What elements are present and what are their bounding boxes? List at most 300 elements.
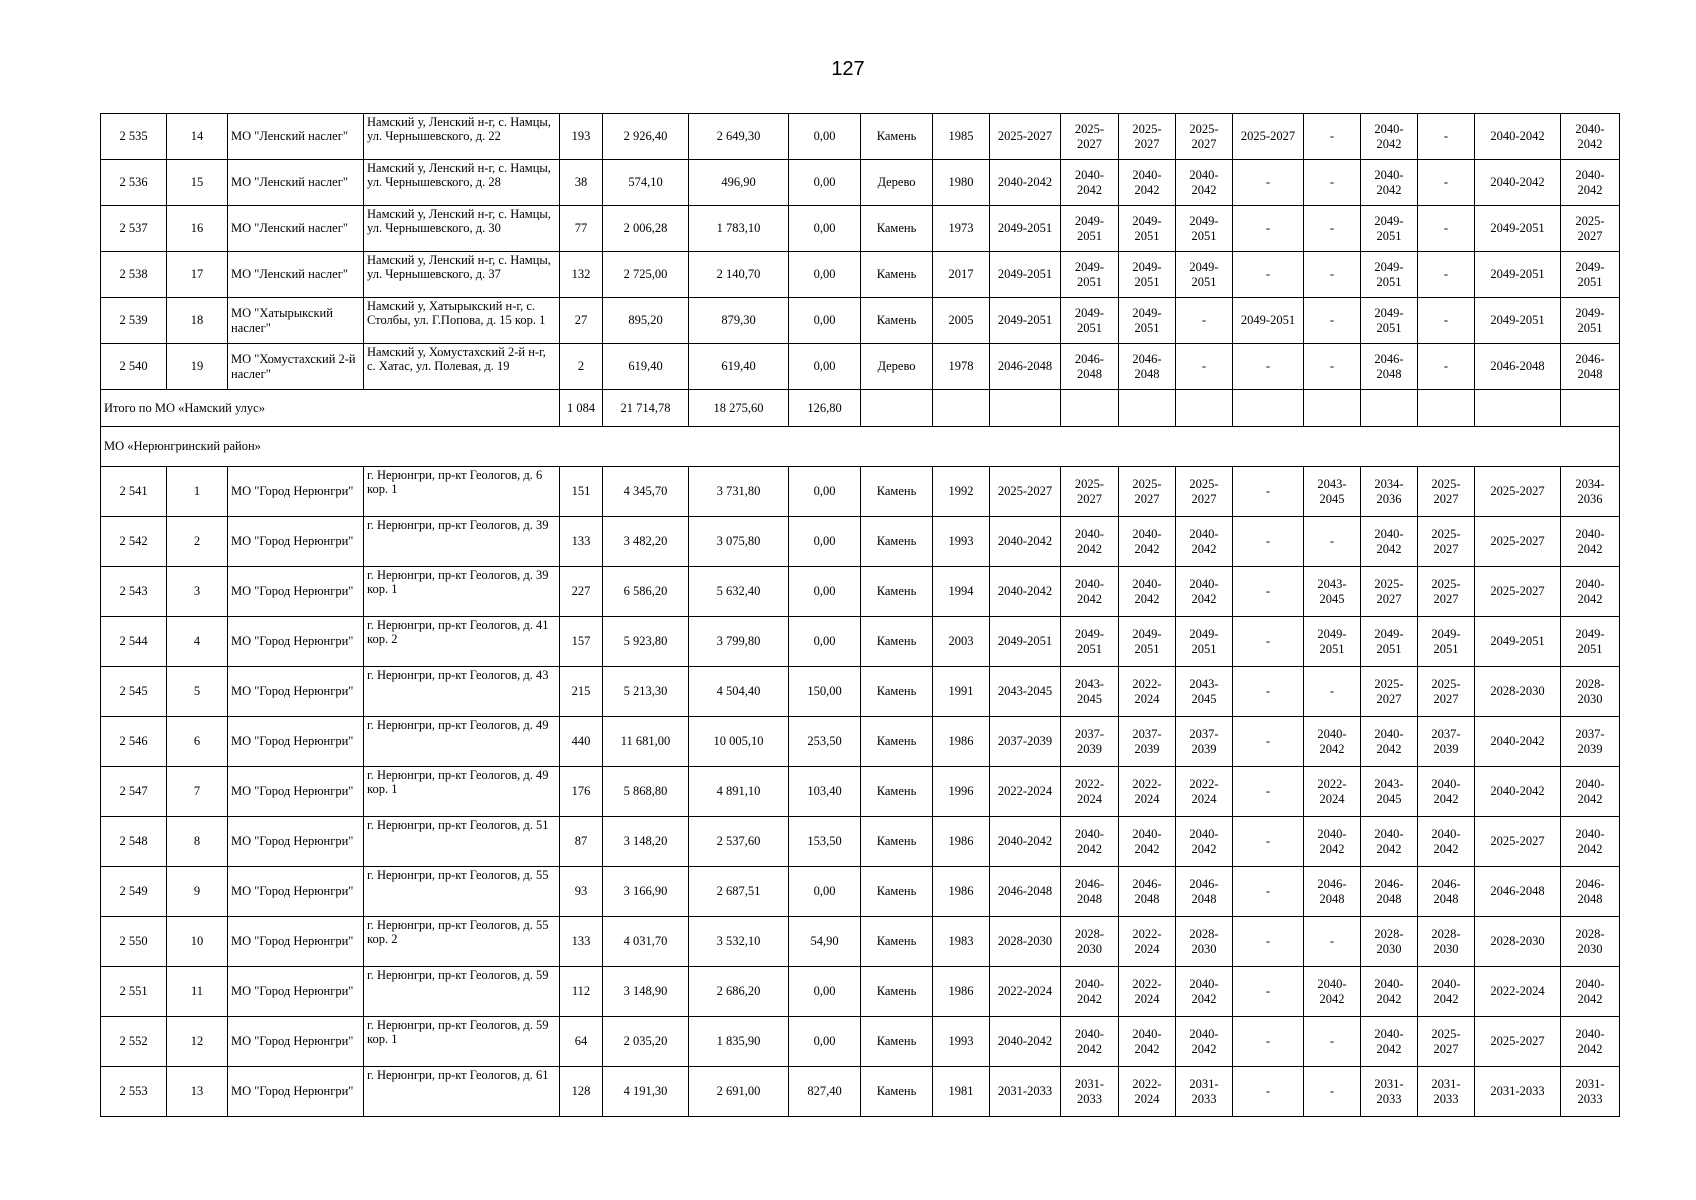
repair-period-8: - — [1418, 160, 1475, 206]
municipality: МО "Ленский наслег" — [228, 252, 364, 298]
row-index: 15 — [167, 160, 228, 206]
living-area: 4 891,10 — [689, 767, 789, 817]
repair-period-7: 2025-2027 — [1361, 567, 1418, 617]
wall-material: Дерево — [861, 344, 933, 390]
repair-period-3: 2049-2051 — [1119, 252, 1176, 298]
repair-period-9: 2046-2048 — [1475, 867, 1561, 917]
row-index: 1 — [167, 467, 228, 517]
registry-number: 2 541 — [101, 467, 167, 517]
repair-period-9: 2040-2042 — [1475, 114, 1561, 160]
repair-period-5: - — [1233, 817, 1304, 867]
repair-period-7: 2025-2027 — [1361, 667, 1418, 717]
build-year: 1981 — [933, 1067, 990, 1117]
repair-period-1: 2046-2048 — [990, 344, 1061, 390]
repair-period-3: 2022-2024 — [1119, 667, 1176, 717]
repair-period-10: 2031-2033 — [1561, 1067, 1620, 1117]
repair-period-10: 2046-2048 — [1561, 344, 1620, 390]
municipality: МО "Город Нерюнгри" — [228, 1017, 364, 1067]
table-row — [101, 1067, 1620, 1117]
repair-period-2: 2046-2048 — [1061, 867, 1119, 917]
repair-period-3: 2040-2042 — [1119, 517, 1176, 567]
address: Намский у, Ленский н-г, с. Намцы, ул. Чернышевского, д. 30 — [364, 206, 560, 252]
empty-cell — [1061, 390, 1119, 427]
total-row — [101, 390, 1620, 427]
build-year: 1986 — [933, 717, 990, 767]
repair-period-2: 2031-2033 — [1061, 1067, 1119, 1117]
municipality: МО "Город Нерюнгри" — [228, 867, 364, 917]
nonliving-area: 0,00 — [789, 252, 861, 298]
repair-period-6: - — [1304, 206, 1361, 252]
repair-period-6: - — [1304, 252, 1361, 298]
nonliving-area: 0,00 — [789, 867, 861, 917]
apartment-count: 133 — [560, 917, 603, 967]
repair-period-7: 2049-2051 — [1361, 206, 1418, 252]
registry-number: 2 545 — [101, 667, 167, 717]
apartment-count: 87 — [560, 817, 603, 867]
municipality: МО "Хатырыкский наслег" — [228, 298, 364, 344]
repair-period-1: 2040-2042 — [990, 1017, 1061, 1067]
repair-period-7: 2040-2042 — [1361, 517, 1418, 567]
repair-period-2: 2040-2042 — [1061, 160, 1119, 206]
apartment-count: 112 — [560, 967, 603, 1017]
repair-period-10: 2040-2042 — [1561, 1017, 1620, 1067]
nonliving-area: 0,00 — [789, 467, 861, 517]
living-area: 2 691,00 — [689, 1067, 789, 1117]
repair-period-5: - — [1233, 617, 1304, 667]
table-row — [101, 298, 1620, 344]
living-area: 4 504,40 — [689, 667, 789, 717]
build-year: 2005 — [933, 298, 990, 344]
build-year: 1985 — [933, 114, 990, 160]
repair-period-1: 2025-2027 — [990, 114, 1061, 160]
municipality: МО "Город Нерюнгри" — [228, 717, 364, 767]
apartment-count: 128 — [560, 1067, 603, 1117]
registry-number: 2 546 — [101, 717, 167, 767]
build-year: 1986 — [933, 867, 990, 917]
repair-period-2: 2049-2051 — [1061, 252, 1119, 298]
wall-material: Камень — [861, 114, 933, 160]
wall-material: Камень — [861, 817, 933, 867]
nonliving-area: 0,00 — [789, 206, 861, 252]
wall-material: Камень — [861, 1017, 933, 1067]
repair-period-10: 2040-2042 — [1561, 567, 1620, 617]
repair-period-6: 2040-2042 — [1304, 817, 1361, 867]
total-area: 2 725,00 — [603, 252, 689, 298]
repair-period-7: 2040-2042 — [1361, 817, 1418, 867]
repair-period-3: 2040-2042 — [1119, 817, 1176, 867]
apartment-count: 193 — [560, 114, 603, 160]
repair-period-7: 2049-2051 — [1361, 252, 1418, 298]
repair-period-9: 2046-2048 — [1475, 344, 1561, 390]
build-year: 1986 — [933, 967, 990, 1017]
repair-period-5: - — [1233, 206, 1304, 252]
repair-period-8: - — [1418, 114, 1475, 160]
repair-period-7: 2040-2042 — [1361, 967, 1418, 1017]
repair-period-9: 2022-2024 — [1475, 967, 1561, 1017]
apartment-count: 133 — [560, 517, 603, 567]
repair-period-10: 2040-2042 — [1561, 967, 1620, 1017]
repair-period-6: 2049-2051 — [1304, 617, 1361, 667]
repair-period-8: 2046-2048 — [1418, 867, 1475, 917]
repair-period-4: 2040-2042 — [1176, 817, 1233, 867]
repair-period-3: 2040-2042 — [1119, 567, 1176, 617]
repair-period-5: - — [1233, 1067, 1304, 1117]
municipality: МО "Город Нерюнгри" — [228, 517, 364, 567]
table-row — [101, 160, 1620, 206]
repair-period-10: 2049-2051 — [1561, 617, 1620, 667]
repair-period-9: 2028-2030 — [1475, 667, 1561, 717]
repair-period-6: - — [1304, 917, 1361, 967]
repair-period-10: 2049-2051 — [1561, 252, 1620, 298]
repair-period-10: 2040-2042 — [1561, 517, 1620, 567]
apartment-count: 215 — [560, 667, 603, 717]
repair-period-9: 2049-2051 — [1475, 252, 1561, 298]
registry-number: 2 539 — [101, 298, 167, 344]
row-index: 11 — [167, 967, 228, 1017]
repair-period-2: 2022-2024 — [1061, 767, 1119, 817]
nonliving-area: 0,00 — [789, 967, 861, 1017]
nonliving-area: 0,00 — [789, 344, 861, 390]
repair-period-4: 2037-2039 — [1176, 717, 1233, 767]
address: г. Нерюнгри, пр-кт Геологов, д. 6 кор. 1 — [364, 467, 560, 517]
total-area: 5 868,80 — [603, 767, 689, 817]
nonliving-area: 0,00 — [789, 114, 861, 160]
repair-period-6: - — [1304, 517, 1361, 567]
repair-period-5: - — [1233, 917, 1304, 967]
row-index: 3 — [167, 567, 228, 617]
repair-period-6: - — [1304, 160, 1361, 206]
repair-period-9: 2025-2027 — [1475, 467, 1561, 517]
repair-period-3: 2040-2042 — [1119, 1017, 1176, 1067]
repair-period-4: 2049-2051 — [1176, 252, 1233, 298]
living-area: 10 005,10 — [689, 717, 789, 767]
row-index: 12 — [167, 1017, 228, 1067]
municipality: МО "Город Нерюнгри" — [228, 767, 364, 817]
repair-period-7: 2028-2030 — [1361, 917, 1418, 967]
repair-period-1: 2043-2045 — [990, 667, 1061, 717]
apartment-count: 77 — [560, 206, 603, 252]
municipality: МО "Город Нерюнгри" — [228, 1067, 364, 1117]
nonliving-area: 150,00 — [789, 667, 861, 717]
registry-number: 2 536 — [101, 160, 167, 206]
wall-material: Камень — [861, 767, 933, 817]
repair-period-9: 2040-2042 — [1475, 767, 1561, 817]
repair-period-4: 2022-2024 — [1176, 767, 1233, 817]
living-area: 2 686,20 — [689, 967, 789, 1017]
registry-number: 2 548 — [101, 817, 167, 867]
repair-period-10: 2040-2042 — [1561, 160, 1620, 206]
row-index: 8 — [167, 817, 228, 867]
repair-period-4: 2046-2048 — [1176, 867, 1233, 917]
apartment-count: 151 — [560, 467, 603, 517]
table-row — [101, 114, 1620, 160]
nonliving-area: 0,00 — [789, 1017, 861, 1067]
municipality: МО "Город Нерюнгри" — [228, 967, 364, 1017]
repair-period-8: - — [1418, 252, 1475, 298]
total-area: 3 482,20 — [603, 517, 689, 567]
section-row — [101, 427, 1620, 467]
wall-material: Камень — [861, 917, 933, 967]
nonliving-area: 153,50 — [789, 817, 861, 867]
total-area: 619,40 — [603, 344, 689, 390]
apartment-count: 132 — [560, 252, 603, 298]
repair-period-2: 2025-2027 — [1061, 114, 1119, 160]
table-row — [101, 667, 1620, 717]
repair-period-7: 2046-2048 — [1361, 867, 1418, 917]
wall-material: Камень — [861, 467, 933, 517]
repair-period-9: 2028-2030 — [1475, 917, 1561, 967]
address: г. Нерюнгри, пр-кт Геологов, д. 61 — [364, 1067, 560, 1117]
wall-material: Камень — [861, 298, 933, 344]
municipality: МО "Город Нерюнгри" — [228, 917, 364, 967]
repair-period-3: 2049-2051 — [1119, 298, 1176, 344]
address: г. Нерюнгри, пр-кт Геологов, д. 51 — [364, 817, 560, 867]
repair-period-2: 2043-2045 — [1061, 667, 1119, 717]
repair-period-8: 2037-2039 — [1418, 717, 1475, 767]
build-year: 2017 — [933, 252, 990, 298]
wall-material: Камень — [861, 567, 933, 617]
build-year: 1983 — [933, 917, 990, 967]
repair-period-6: 2046-2048 — [1304, 867, 1361, 917]
repair-period-9: 2031-2033 — [1475, 1067, 1561, 1117]
nonliving-area: 0,00 — [789, 567, 861, 617]
nonliving-area: 0,00 — [789, 517, 861, 567]
total-area: 2 035,20 — [603, 1017, 689, 1067]
repair-period-7: 2040-2042 — [1361, 717, 1418, 767]
repair-period-4: 2040-2042 — [1176, 567, 1233, 617]
address: Намский у, Ленский н-г, с. Намцы, ул. Чернышевского, д. 37 — [364, 252, 560, 298]
repair-period-10: 2046-2048 — [1561, 867, 1620, 917]
repair-period-5: - — [1233, 517, 1304, 567]
repair-period-5: - — [1233, 344, 1304, 390]
address: Намский у, Ленский н-г, с. Намцы, ул. Чернышевского, д. 28 — [364, 160, 560, 206]
repair-period-9: 2025-2027 — [1475, 817, 1561, 867]
table-row — [101, 967, 1620, 1017]
repair-period-10: 2040-2042 — [1561, 767, 1620, 817]
table-row — [101, 867, 1620, 917]
repair-period-7: 2049-2051 — [1361, 617, 1418, 667]
repair-period-9: 2040-2042 — [1475, 717, 1561, 767]
repair-period-8: 2025-2027 — [1418, 517, 1475, 567]
section-heading: МО «Нерюнгринский район» — [101, 427, 1620, 467]
empty-cell — [1304, 390, 1361, 427]
total-area: 895,20 — [603, 298, 689, 344]
repair-period-6: 2040-2042 — [1304, 717, 1361, 767]
address: г. Нерюнгри, пр-кт Геологов, д. 49 — [364, 717, 560, 767]
living-area: 2 649,30 — [689, 114, 789, 160]
repair-period-8: 2025-2027 — [1418, 1017, 1475, 1067]
repair-period-2: 2049-2051 — [1061, 617, 1119, 667]
repair-period-6: - — [1304, 114, 1361, 160]
table-row — [101, 467, 1620, 517]
repair-period-9: 2049-2051 — [1475, 206, 1561, 252]
repair-period-4: - — [1176, 298, 1233, 344]
repair-period-3: 2049-2051 — [1119, 206, 1176, 252]
row-index: 14 — [167, 114, 228, 160]
total-area: 21 714,78 — [603, 390, 689, 427]
repair-period-6: 2040-2042 — [1304, 967, 1361, 1017]
apartment-count: 227 — [560, 567, 603, 617]
living-area: 2 687,51 — [689, 867, 789, 917]
repair-period-5: - — [1233, 667, 1304, 717]
nonliving-area: 0,00 — [789, 160, 861, 206]
wall-material: Камень — [861, 1067, 933, 1117]
total-apartments: 1 084 — [560, 390, 603, 427]
repair-period-1: 2049-2051 — [990, 206, 1061, 252]
total-area: 3 166,90 — [603, 867, 689, 917]
row-index: 18 — [167, 298, 228, 344]
table-row — [101, 617, 1620, 667]
repair-period-5: 2025-2027 — [1233, 114, 1304, 160]
table-row — [101, 567, 1620, 617]
repair-period-2: 2040-2042 — [1061, 967, 1119, 1017]
row-index: 7 — [167, 767, 228, 817]
repair-period-2: 2040-2042 — [1061, 817, 1119, 867]
table-row — [101, 517, 1620, 567]
namsky-total — [101, 390, 1620, 467]
namsky-rows — [101, 114, 1620, 390]
empty-cell — [1418, 390, 1475, 427]
empty-cell — [1176, 390, 1233, 427]
table-row — [101, 717, 1620, 767]
nonliving-area: 0,00 — [789, 298, 861, 344]
apartment-count: 38 — [560, 160, 603, 206]
row-index: 19 — [167, 344, 228, 390]
repair-period-5: 2049-2051 — [1233, 298, 1304, 344]
living-area: 3 075,80 — [689, 517, 789, 567]
repair-period-9: 2025-2027 — [1475, 1017, 1561, 1067]
repair-period-4: 2040-2042 — [1176, 517, 1233, 567]
repair-period-2: 2049-2051 — [1061, 298, 1119, 344]
repair-period-1: 2049-2051 — [990, 617, 1061, 667]
row-index: 9 — [167, 867, 228, 917]
address: г. Нерюнгри, пр-кт Геологов, д. 59 — [364, 967, 560, 1017]
total-area: 3 148,20 — [603, 817, 689, 867]
repair-period-1: 2040-2042 — [990, 160, 1061, 206]
living-area: 3 532,10 — [689, 917, 789, 967]
table-row — [101, 252, 1620, 298]
row-index: 6 — [167, 717, 228, 767]
repair-period-8: - — [1418, 206, 1475, 252]
repair-period-10: 2028-2030 — [1561, 917, 1620, 967]
total-area: 11 681,00 — [603, 717, 689, 767]
repair-period-6: - — [1304, 1067, 1361, 1117]
repair-period-2: 2046-2048 — [1061, 344, 1119, 390]
repair-period-8: 2049-2051 — [1418, 617, 1475, 667]
table-row — [101, 817, 1620, 867]
living-area: 496,90 — [689, 160, 789, 206]
repair-period-8: 2025-2027 — [1418, 667, 1475, 717]
total-area: 4 191,30 — [603, 1067, 689, 1117]
empty-cell — [1475, 390, 1561, 427]
build-year: 1986 — [933, 817, 990, 867]
repair-period-4: 2043-2045 — [1176, 667, 1233, 717]
registry-number: 2 547 — [101, 767, 167, 817]
repair-period-8: 2025-2027 — [1418, 567, 1475, 617]
repair-period-6: - — [1304, 298, 1361, 344]
table-row — [101, 917, 1620, 967]
wall-material: Камень — [861, 717, 933, 767]
total-area: 2 006,28 — [603, 206, 689, 252]
repair-period-3: 2022-2024 — [1119, 917, 1176, 967]
empty-cell — [933, 390, 990, 427]
repair-period-3: 2025-2027 — [1119, 467, 1176, 517]
repair-period-2: 2040-2042 — [1061, 517, 1119, 567]
repair-period-1: 2049-2051 — [990, 298, 1061, 344]
wall-material: Камень — [861, 206, 933, 252]
registry-number: 2 543 — [101, 567, 167, 617]
repair-period-8: 2040-2042 — [1418, 767, 1475, 817]
total-area: 574,10 — [603, 160, 689, 206]
empty-cell — [861, 390, 933, 427]
repair-period-1: 2031-2033 — [990, 1067, 1061, 1117]
total-area: 4 345,70 — [603, 467, 689, 517]
repair-period-6: 2043-2045 — [1304, 467, 1361, 517]
repair-period-4: 2040-2042 — [1176, 967, 1233, 1017]
repair-period-5: - — [1233, 867, 1304, 917]
repair-period-2: 2025-2027 — [1061, 467, 1119, 517]
repair-period-10: 2040-2042 — [1561, 114, 1620, 160]
living-area: 619,40 — [689, 344, 789, 390]
living-area: 5 632,40 — [689, 567, 789, 617]
repair-period-5: - — [1233, 567, 1304, 617]
build-year: 1994 — [933, 567, 990, 617]
repair-period-9: 2049-2051 — [1475, 617, 1561, 667]
address: г. Нерюнгри, пр-кт Геологов, д. 39 кор. 1 — [364, 567, 560, 617]
wall-material: Дерево — [861, 160, 933, 206]
repair-period-5: - — [1233, 467, 1304, 517]
registry-number: 2 537 — [101, 206, 167, 252]
repair-period-7: 2049-2051 — [1361, 298, 1418, 344]
row-index: 16 — [167, 206, 228, 252]
repair-period-3: 2049-2051 — [1119, 617, 1176, 667]
wall-material: Камень — [861, 517, 933, 567]
repair-period-6: - — [1304, 667, 1361, 717]
address: Намский у, Ленский н-г, с. Намцы, ул. Чернышевского, д. 22 — [364, 114, 560, 160]
build-year: 1992 — [933, 467, 990, 517]
registry-number: 2 551 — [101, 967, 167, 1017]
build-year: 1993 — [933, 1017, 990, 1067]
repair-period-2: 2040-2042 — [1061, 1017, 1119, 1067]
wall-material: Камень — [861, 867, 933, 917]
repair-period-10: 2040-2042 — [1561, 817, 1620, 867]
empty-cell — [1361, 390, 1418, 427]
repair-period-3: 2025-2027 — [1119, 114, 1176, 160]
table-row — [101, 206, 1620, 252]
repair-period-4: 2025-2027 — [1176, 467, 1233, 517]
registry-number: 2 552 — [101, 1017, 167, 1067]
living-area: 2 537,60 — [689, 817, 789, 867]
repair-period-4: 2040-2042 — [1176, 160, 1233, 206]
repair-period-6: 2022-2024 — [1304, 767, 1361, 817]
repair-period-9: 2025-2027 — [1475, 567, 1561, 617]
nonliving-area: 0,00 — [789, 617, 861, 667]
housing-register-table — [100, 113, 1620, 1117]
repair-period-1: 2037-2039 — [990, 717, 1061, 767]
build-year: 1993 — [933, 517, 990, 567]
repair-period-4: 2031-2033 — [1176, 1067, 1233, 1117]
row-index: 2 — [167, 517, 228, 567]
total-area: 5 213,30 — [603, 667, 689, 717]
municipality: МО "Город Нерюнгри" — [228, 667, 364, 717]
build-year: 2003 — [933, 617, 990, 667]
total-area: 6 586,20 — [603, 567, 689, 617]
municipality: МО "Город Нерюнгри" — [228, 467, 364, 517]
nonliving-area: 103,40 — [789, 767, 861, 817]
repair-period-7: 2040-2042 — [1361, 1017, 1418, 1067]
address: г. Нерюнгри, пр-кт Геологов, д. 59 кор. 1 — [364, 1017, 560, 1067]
address: г. Нерюнгри, пр-кт Геологов, д. 49 кор. 1 — [364, 767, 560, 817]
